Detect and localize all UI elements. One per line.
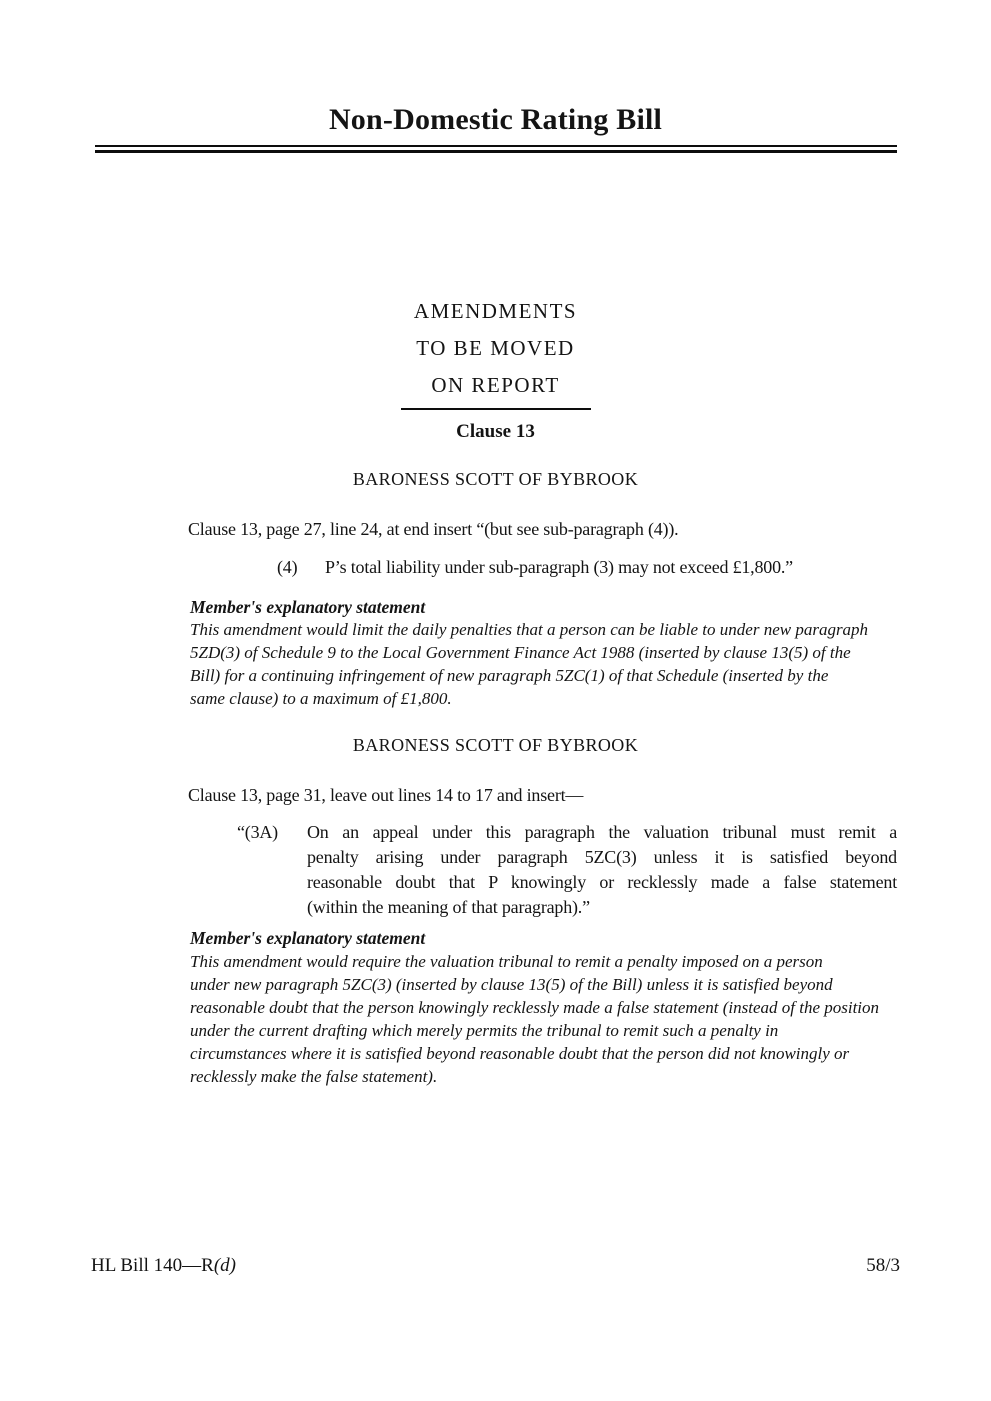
amendment-2-explanatory-heading: Member's explanatory statement [190,928,426,948]
text-line: On an appeal under this paragraph the valuation tribunal must remit a [307,822,897,842]
header-to-be-moved: TO BE MOVED [416,336,575,360]
amendment-2-instruction: Clause 13, page 31, leave out lines 14 to 17 and insert— [188,785,584,805]
amendment-1-instruction: Clause 13, page 27, line 24, at end insert “(but see sub-paragraph (4)). [188,519,679,539]
amendment-1-provision-text [325,555,897,580]
text-line: Bill) for a continuing infringement of new paragraph 5ZC(1) of that Schedule (inserted by the [190,666,829,685]
bill-reference-suffix: (d) [213,1255,236,1276]
text-line: (within the meaning of that paragraph).” [307,897,590,917]
header-underline-rule [401,408,591,410]
text-line: under new paragraph 5ZC(3) (inserted by clause 13(5) of the Bill) unless it is satisfied beyond [190,975,833,994]
text-line: This amendment would limit the daily penalties that a person can be liable to under new paragraph [190,620,869,639]
amendment-1-explanatory-heading: Member's explanatory statement [190,597,426,617]
text-line: 5ZD(3) of Schedule 9 to the Local Government Finance Act 1988 (inserted by clause 13(5) of the [190,643,851,662]
text-line: reasonable doubt that P knowingly or recklessly made a false statement [307,872,897,892]
header-amendments: AMENDMENTS [413,299,578,323]
text-line: P’s total liability under sub-paragraph (3) may not exceed £1,800.” [325,557,793,577]
amendment-2-provision-text [307,820,897,920]
text-line: reasonable doubt that the person knowingly recklessly made a false statement (instead of the position [190,998,880,1017]
amendment-2-sponsor: BARONESS SCOTT OF BYBROOK [352,735,639,755]
running-number: 58/3 [866,1255,900,1276]
amendment-1-sponsor: BARONESS SCOTT OF BYBROOK [352,469,639,489]
text-line: circumstances where it is satisfied beyond reasonable doubt that the person did not knowingly or [190,1044,850,1063]
text-line: same clause) to a maximum of £1,800. [190,689,452,708]
title-double-rule [95,145,897,153]
bill-reference-roman: HL Bill 140—R [91,1255,214,1276]
bill-reference-number [91,1254,236,1278]
text-line: recklessly make the false statement). [190,1067,438,1086]
header-on-report: ON REPORT [431,373,560,397]
amendment-1-explanatory-text [190,618,905,710]
amendment-1-inserted-block [277,555,897,580]
text-line: This amendment would require the valuation tribunal to remit a penalty imposed on a person [190,952,823,971]
amendment-2-provision-number: “(3A) [237,822,278,842]
amendment-2-explanatory-text [190,950,905,1088]
text-line: penalty arising under paragraph 5ZC(3) unless it is satisfied beyond [307,847,897,867]
text-line: under the current drafting which merely permits the tribunal to remit such a penalty in [190,1021,779,1040]
clause-heading: Clause 13 [456,421,535,442]
bill-title: Non-Domestic Rating Bill [328,103,663,136]
amendment-2-inserted-block [237,820,897,920]
amendment-1-provision-number: (4) [277,557,298,577]
